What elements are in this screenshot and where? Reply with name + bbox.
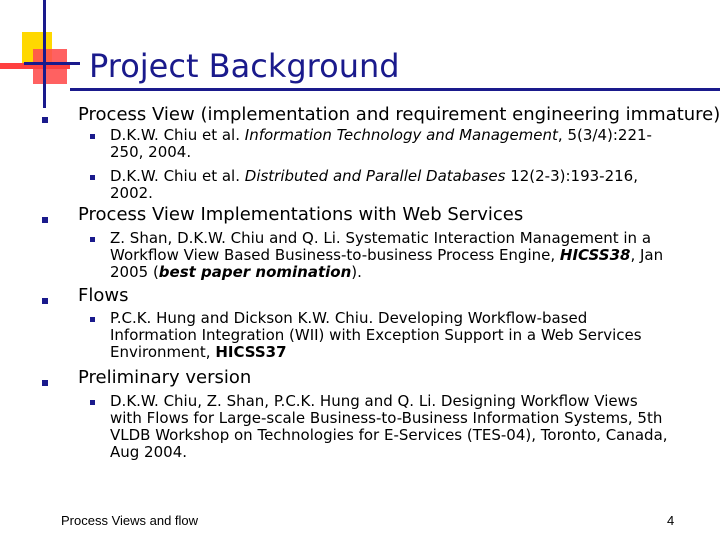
ref-line: Workflow View Based Business-to-business Process Engine, bbox=[110, 246, 560, 264]
ref-close: ). bbox=[351, 263, 362, 281]
ref-line: D.K.W. Chiu, Z. Shan, P.C.K. Hung and Q. Li. Designing Workflow Views bbox=[110, 392, 638, 410]
slide-logo-graphic bbox=[0, 0, 95, 110]
ref-authors: D.K.W. Chiu et al. bbox=[110, 167, 245, 185]
ref-line: Aug 2004. bbox=[110, 443, 187, 461]
reference-item bbox=[110, 127, 715, 161]
ref-line: 2005 ( bbox=[110, 263, 159, 281]
page-number: 4 bbox=[667, 513, 675, 528]
ref-venue: HICSS37 bbox=[215, 343, 287, 361]
item-bullet-icon bbox=[90, 237, 95, 242]
ref-line: Z. Shan, D.K.W. Chiu and Q. Li. Systematic Interaction Management in a bbox=[110, 229, 652, 247]
section-heading: Flows bbox=[78, 285, 129, 306]
ref-continued: 250, 2004. bbox=[110, 143, 192, 161]
item-bullet-icon bbox=[90, 400, 95, 405]
section-heading: Process View (implementation and requirement engineering immature) bbox=[78, 104, 720, 125]
ref-journal: Information Technology and Management bbox=[244, 126, 558, 144]
section-bullet-icon bbox=[42, 298, 48, 304]
section-bullet-icon bbox=[42, 380, 48, 386]
item-bullet-icon bbox=[90, 175, 95, 180]
ref-authors: D.K.W. Chiu et al. bbox=[110, 126, 245, 144]
section-heading: Preliminary version bbox=[78, 367, 252, 388]
section-heading: Process View Implementations with Web Services bbox=[78, 204, 524, 225]
ref-volume: 12(2-3):193-216, bbox=[505, 167, 638, 185]
footer-text: Process Views and flow bbox=[61, 513, 199, 528]
reference-item bbox=[110, 168, 715, 202]
logo-blue-vertical bbox=[43, 0, 46, 108]
item-bullet-icon bbox=[90, 134, 95, 139]
title-underline bbox=[70, 88, 720, 91]
section-bullet-icon bbox=[42, 217, 48, 223]
ref-continued: 2002. bbox=[110, 184, 153, 202]
slide-title: Project Background bbox=[89, 47, 400, 85]
ref-line: Environment, bbox=[110, 343, 216, 361]
award-note: best paper nomination bbox=[158, 263, 352, 281]
ref-line: Information Integration (WII) with Exception Support in a Web Services bbox=[110, 326, 642, 344]
section-bullet-icon bbox=[42, 117, 48, 123]
ref-journal: Distributed and Parallel Databases bbox=[244, 167, 506, 185]
item-bullet-icon bbox=[90, 317, 95, 322]
ref-date: , Jan bbox=[630, 246, 664, 264]
ref-line: P.C.K. Hung and Dickson K.W. Chiu. Developing Workflow-based bbox=[110, 309, 588, 327]
logo-blue-horizontal bbox=[24, 62, 80, 65]
ref-volume: , 5(3/4):221- bbox=[557, 126, 652, 144]
ref-venue: HICSS38 bbox=[559, 246, 631, 264]
reference-item bbox=[110, 310, 715, 361]
ref-line: with Flows for Large-scale Business-to-Business Information Systems, 5th bbox=[110, 409, 663, 427]
ref-line: VLDB Workshop on Technologies for E-Services (TES-04), Toronto, Canada, bbox=[110, 426, 668, 444]
reference-item bbox=[110, 393, 715, 461]
reference-item bbox=[110, 230, 715, 281]
